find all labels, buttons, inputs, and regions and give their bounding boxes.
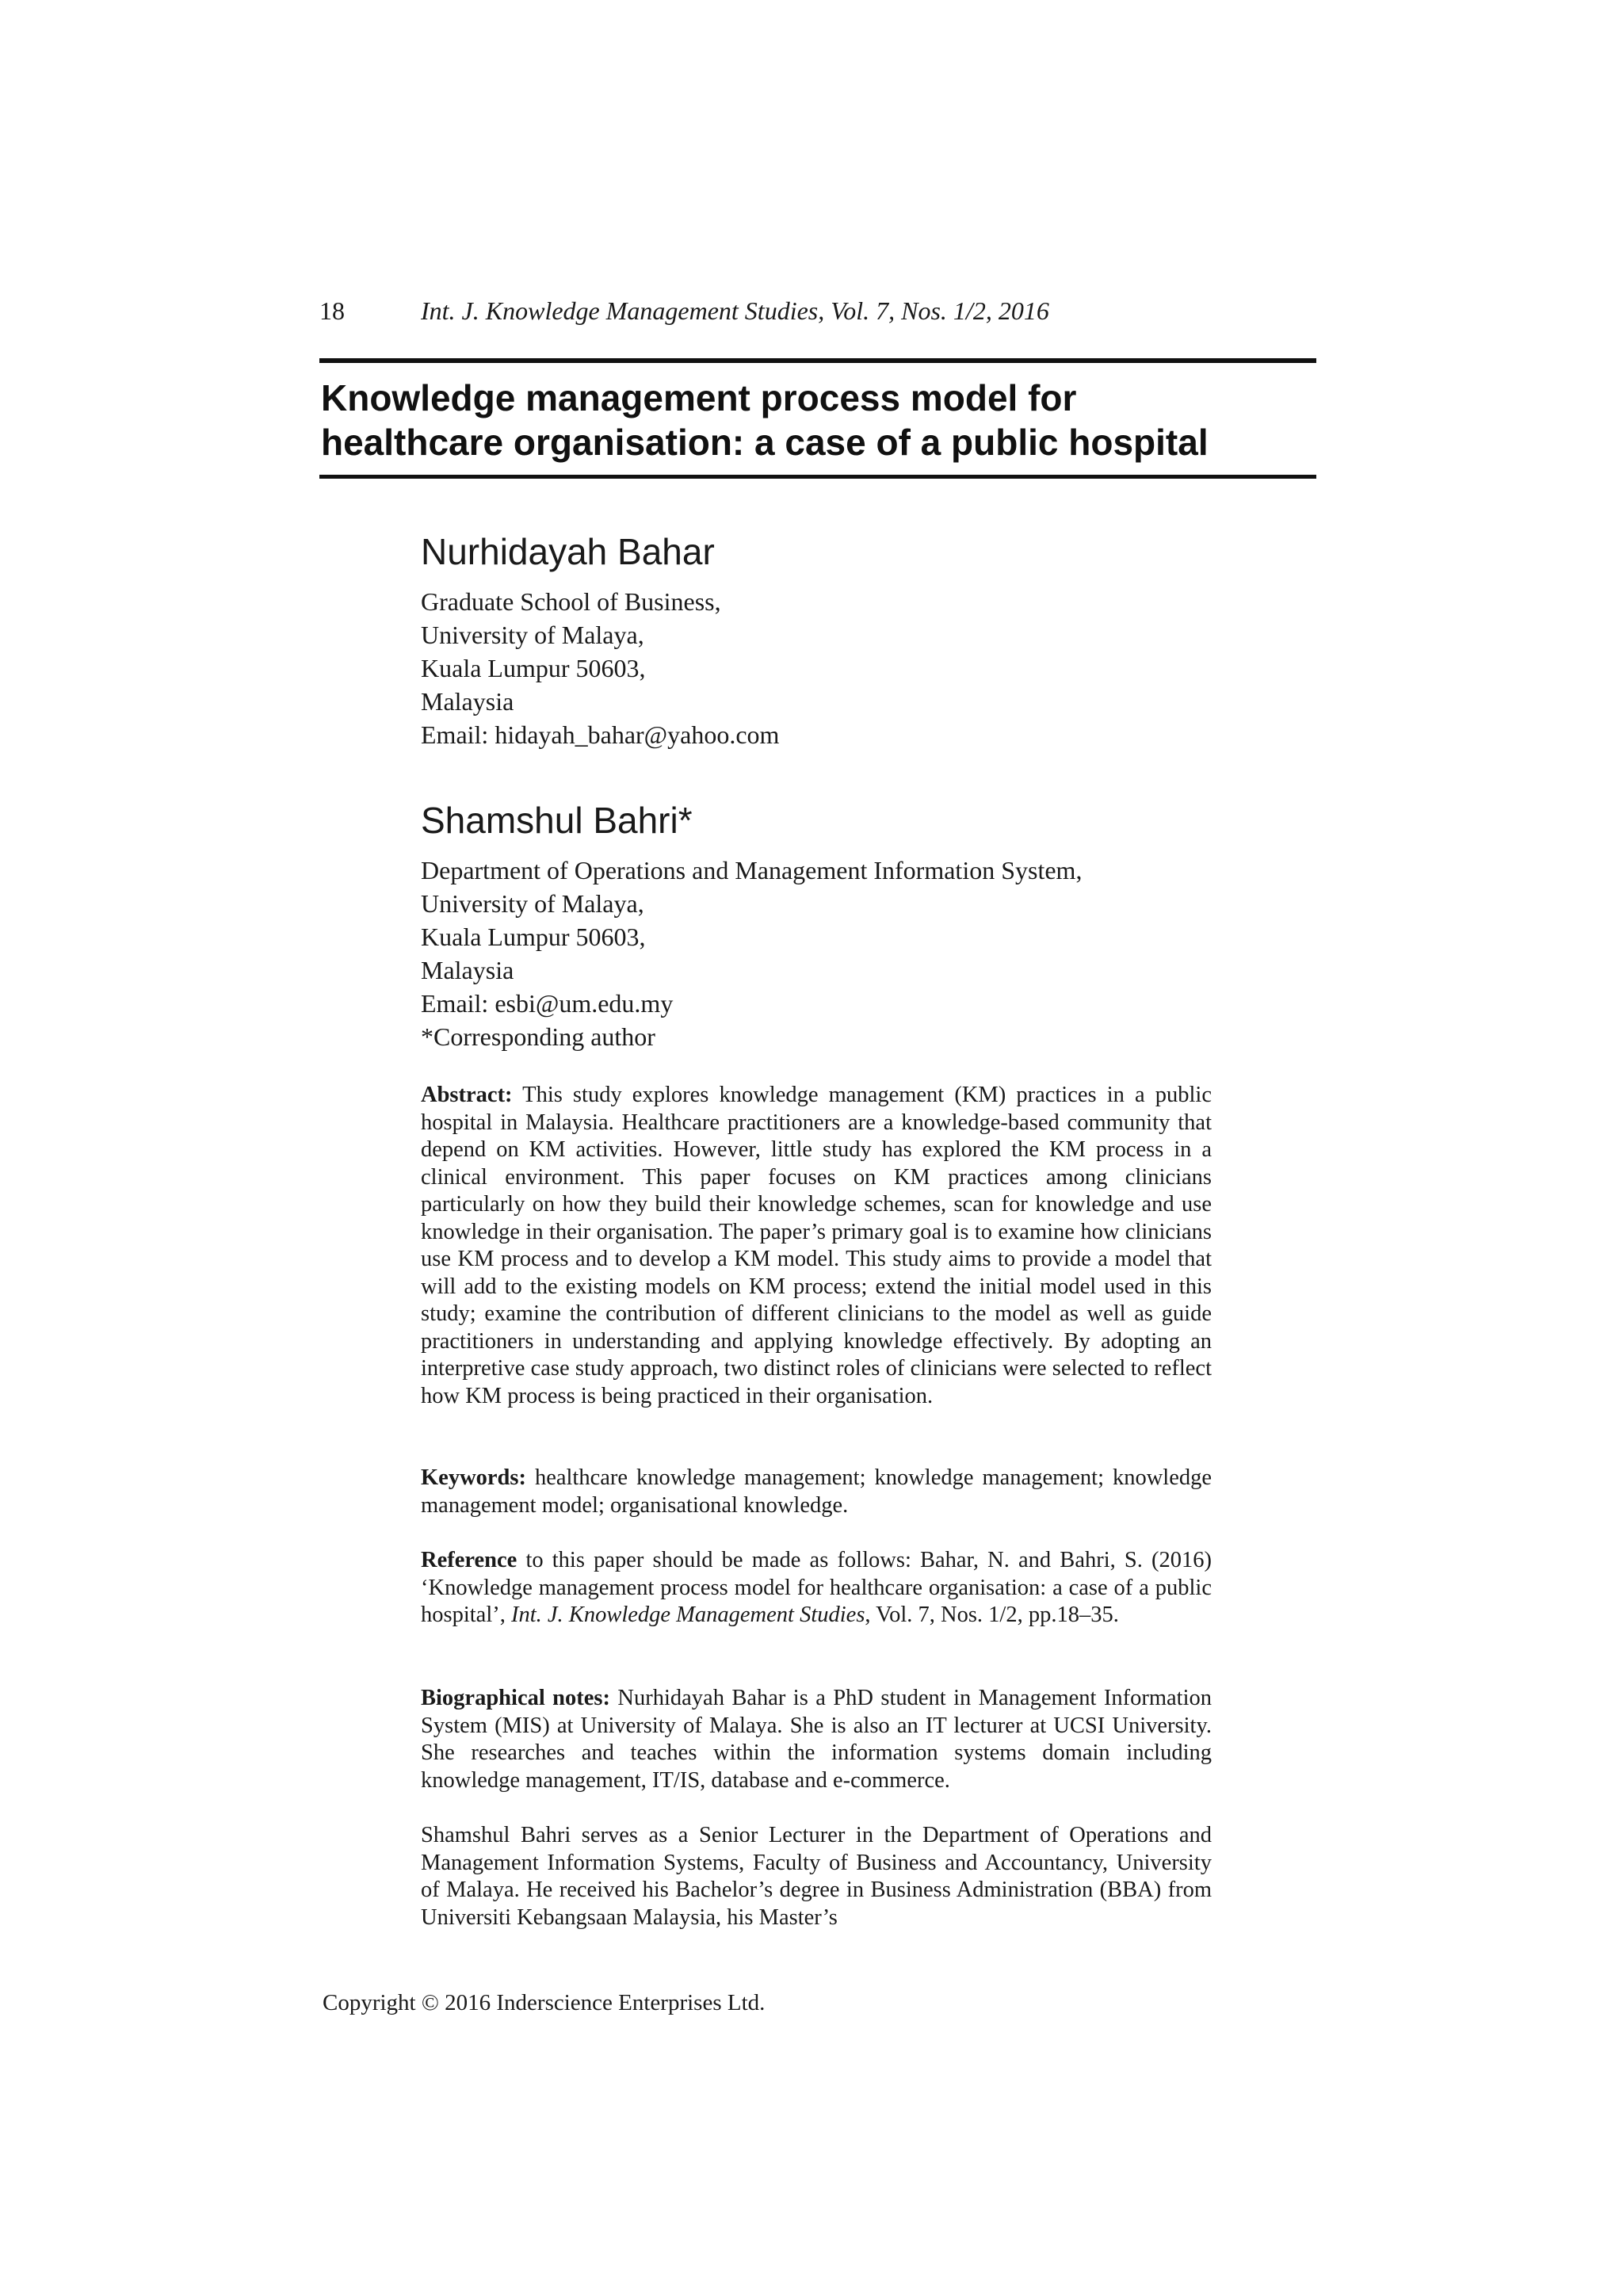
- corresponding-author-note: *Corresponding author: [421, 1022, 655, 1051]
- affiliation-line: Kuala Lumpur 50603,: [421, 923, 646, 951]
- reference-text: to this paper should be made as follows: Bahar, N. and Bahri, S. (2016) ‘Knowledge management process model for healthcare organisation: a case of a public hospital’,: [421, 1548, 1212, 1627]
- paper-title-line-2: healthcare organisation: a case of a public hospital: [321, 422, 1209, 463]
- reference-text-end: , Vol. 7, Nos. 1/2, pp.18–35.: [865, 1603, 1119, 1627]
- bio-label: Biographical notes:: [421, 1686, 610, 1710]
- keywords-label: Keywords:: [421, 1465, 526, 1490]
- biographical-notes-2: [421, 1822, 1212, 1931]
- title-rule-top: [319, 358, 1316, 363]
- author-name: Nurhidayah Bahar: [421, 531, 715, 572]
- affiliation-line: Kuala Lumpur 50603,: [421, 654, 646, 682]
- page-number: 18: [319, 296, 345, 325]
- title-rule-bottom: [319, 475, 1316, 479]
- reference-label: Reference: [421, 1548, 517, 1572]
- author-block-1: [421, 529, 1213, 751]
- keywords: [421, 1465, 1212, 1519]
- author-name: Shamshul Bahri*: [421, 800, 693, 841]
- affiliation-line: Graduate School of Business,: [421, 587, 721, 616]
- paper-title: [321, 376, 1316, 464]
- affiliation-line: Department of Operations and Management Information System,: [421, 856, 1083, 884]
- bio-text-2: Shamshul Bahri serves as a Senior Lecturer in the Department of Operations and Management Information Systems, Faculty of Business and Accountancy, University of Malaya. He received his Bachelor’s degree in Business Administration (BBA) from Universiti Kebangsaan Malaysia, his Master’s: [421, 1823, 1212, 1930]
- affiliation-line: Malaysia: [421, 687, 514, 716]
- reference: [421, 1547, 1212, 1629]
- journal-citation: Int. J. Knowledge Management Studies, Vol. 7, Nos. 1/2, 2016: [421, 296, 1049, 325]
- abstract-label: Abstract:: [421, 1083, 513, 1107]
- copyright-notice: Copyright © 2016 Inderscience Enterprises Ltd.: [323, 1990, 766, 2015]
- affiliation-line: University of Malaya,: [421, 621, 644, 649]
- affiliation-line: Malaysia: [421, 956, 514, 984]
- abstract: [421, 1082, 1212, 1410]
- keywords-text: healthcare knowledge management; knowledge management; knowledge management model; organisational knowledge.: [421, 1465, 1212, 1518]
- bio-text-1: Nurhidayah Bahar is a PhD student in Management Information System (MIS) at University of Malaya. She is also an IT lecturer at UCSI University. She researches and teaches within the information systems domain including knowledge management, IT/IS, database and e-commerce.: [421, 1686, 1212, 1793]
- author-email: Email: hidayah_bahar@yahoo.com: [421, 720, 780, 749]
- biographical-notes: [421, 1685, 1212, 1794]
- author-block-2: [421, 798, 1213, 1053]
- paper-title-line-1: Knowledge management process model for: [321, 377, 1077, 418]
- abstract-text: This study explores knowledge management (KM) practices in a public hospital in Malaysia. Healthcare practitioners are a knowledge-based community that depend on KM activities. However, little study has explored the KM process in a clinical environment. This paper focuses on KM practices among clinicians particularly on how they build their knowledge schemes, scan for knowledge and use knowledge in their organisation. The paper’s primary goal is to examine how clinicians use KM process and to develop a KM model. This study aims to provide a model that will add to the existing models on KM process; extend the initial model used in this study; examine the contribution of different clinicians to the model as well as guide practitioners in understanding and applying knowledge effectively. By adopting an interpretive case study approach, two distinct roles of clinicians were selected to reflect how KM process is being practiced in their organisation.: [421, 1083, 1212, 1408]
- reference-journal: Int. J. Knowledge Management Studies: [511, 1603, 865, 1627]
- author-email: Email: esbi@um.edu.my: [421, 989, 674, 1018]
- affiliation-line: University of Malaya,: [421, 889, 644, 918]
- running-header: [319, 295, 1318, 327]
